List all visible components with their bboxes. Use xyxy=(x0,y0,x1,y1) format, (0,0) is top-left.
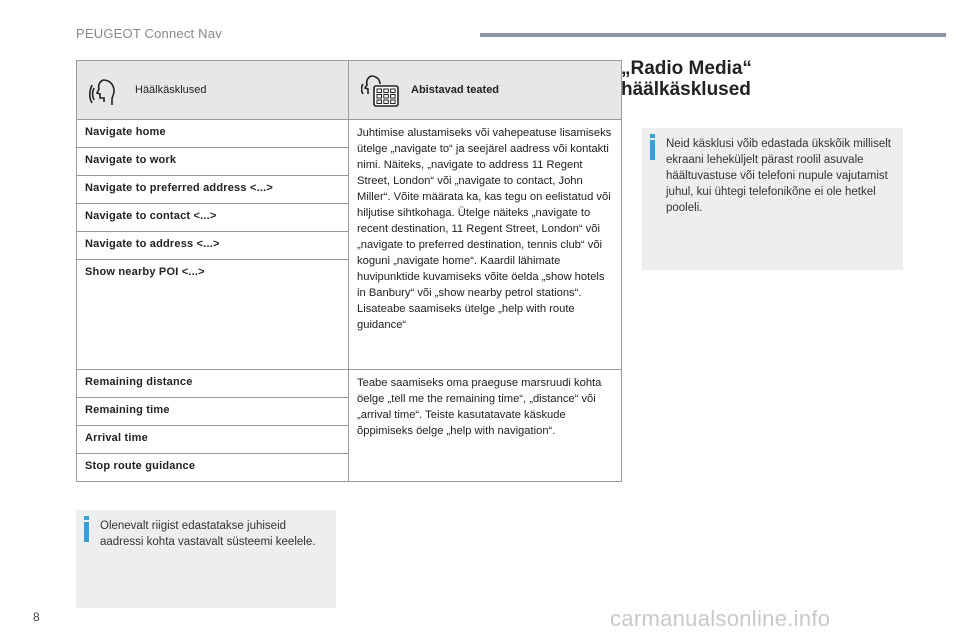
table-header-messages xyxy=(349,61,622,120)
info-marker-icon xyxy=(84,522,89,542)
command-cell: Navigate home xyxy=(77,120,349,148)
description-cell: Juhtimise alustamiseks või vahepeatuse lisamiseks ütelge „navigate to“ ja seejärel aadress või kontakti nimi. Näiteks, „navigate to address 11 Regent Street, London“ või „navigate to contact, John Miller“. Võite määrata ka, kas tegu on eelistatud või hiljutise sihtkohaga. Ütelge näiteks „navigate to recent destination, 11 Regent Street, London“ või „navigate to preferred destination, tennis club“ või koguni „navigate home“. Kaardil lähimate huvipunktide kuvamiseks võite öelda „show hotels in Banbury“ või „show nearby petrol stations“. Lisateabe saamiseks ütelge „help with route guidance“ xyxy=(349,120,622,370)
table-row xyxy=(77,370,622,398)
command-cell: Show nearby POI <...> xyxy=(77,260,349,370)
command-cell: Navigate to preferred address <...> xyxy=(77,176,349,204)
description-cell: Teabe saamiseks oma praeguse marsruudi kohta öelge „tell me the remaining time“, „distance“ või „arrival time“. Teiste kasutatavate käskude õppimiseks öelge „help with navigation“. xyxy=(349,370,622,482)
info-note-right xyxy=(642,128,903,270)
section-title-line1: „Radio Media“ xyxy=(621,58,752,79)
voice-commands-table xyxy=(76,60,622,482)
col2-header-label: Abistavad teated xyxy=(411,84,500,96)
col1-header-label: Häälkäsklused xyxy=(135,84,207,96)
table-row xyxy=(77,120,622,148)
info-note-left xyxy=(76,510,336,608)
section-title-line2: häälkäsklused xyxy=(621,79,751,100)
header-bar xyxy=(480,33,946,37)
command-cell: Navigate to address <...> xyxy=(77,232,349,260)
command-cell: Arrival time xyxy=(77,426,349,454)
info-note-text: Neid käsklusi võib edastada ükskõik milliselt ekraani leheküljelt pärast roolil asuvale häältuvastuse või telefoni nupule vajutamist juhul, kui ühtegi telefonikõne ei ole hetkel pooleli. xyxy=(666,138,891,214)
page-number: 8 xyxy=(33,610,40,624)
info-note-text: Olenevalt riigist edastatakse juhiseid aadressi kohta vastavalt süsteemi keelele. xyxy=(100,520,316,548)
voice-command-icon xyxy=(89,72,125,108)
watermark: carmanualsonline.info xyxy=(610,606,831,631)
info-marker-icon xyxy=(650,140,655,160)
section-title xyxy=(621,58,921,100)
command-cell: Remaining distance xyxy=(77,370,349,398)
command-cell: Navigate to contact <...> xyxy=(77,204,349,232)
command-cell: Navigate to work xyxy=(77,148,349,176)
command-cell: Remaining time xyxy=(77,398,349,426)
table-header-row xyxy=(77,61,622,120)
header-title: PEUGEOT Connect Nav xyxy=(76,26,222,41)
command-cell: Stop route guidance xyxy=(77,454,349,482)
screen-messages-icon xyxy=(361,72,401,108)
table-header-commands xyxy=(77,61,349,120)
